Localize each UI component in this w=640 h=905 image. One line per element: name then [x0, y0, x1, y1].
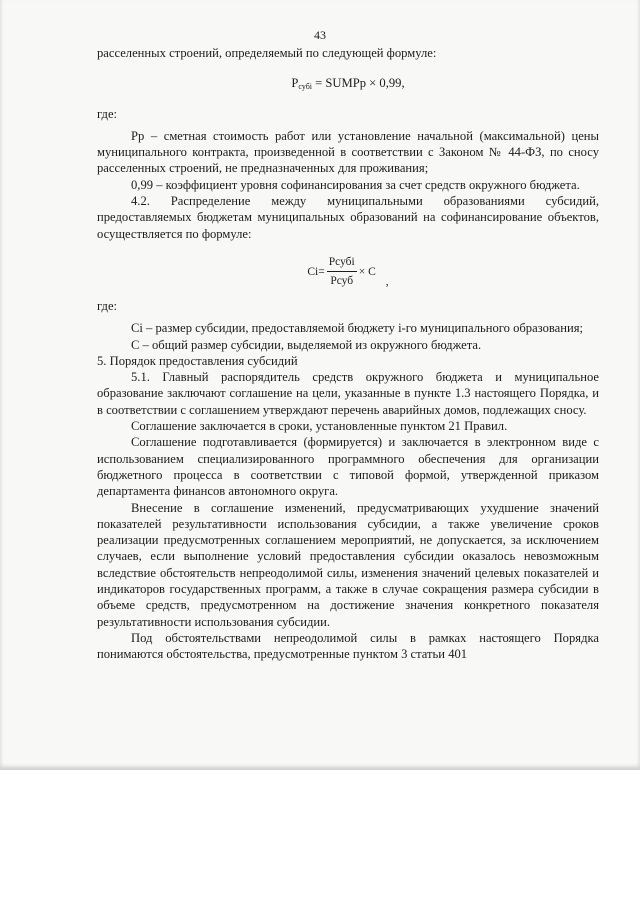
- paragraph-intro: расселенных строений, определяемый по следующей формуле:: [97, 46, 437, 60]
- paragraph-amendments: Внесение в соглашение изменений, предусматривающих ухудшение значений показателей результативности использования субсидии, а также увеличение сроков реализации предусмотренных соглашением мероприятий, не допускается, за исключением случаев, если выполнение условий предоставления субсидии оказалось невозможным вследствие обстоятельств непреодолимой силы, изменения значений целевых показателей и индикаторов государственных программ, а также в случае сокращения размера субсидии в объеме средств, предусмотренном на достижение значения конкретного показателя результативности использования субсидии.: [97, 500, 599, 629]
- paragraph-ci-definition: Ci – размер субсидии, предоставляемой бюджету i-го муниципального образования;: [131, 321, 584, 336]
- paragraph-c-definition: С – общий размер субсидии, выделяемой из окружного бюджета.: [131, 337, 482, 352]
- where-label-2: где:: [97, 298, 118, 313]
- formula-comma: ,: [385, 275, 389, 288]
- paragraph-coefficient: 0,99 – коэффициент уровня софинансирования за счет средств окружного бюджета.: [131, 177, 580, 192]
- formula-symbol: Р: [291, 76, 299, 91]
- formula-subscript: субі: [298, 82, 313, 92]
- formula-fraction: [327, 254, 357, 290]
- formula-right: × C: [358, 265, 376, 278]
- formula-left: Ci=: [307, 265, 325, 278]
- paragraph-pp-definition: Рр – сметная стоимость работ или установление начальной (максимальной) цены муниципального контракта, произведенной в соответствии с Законом № 44-ФЗ, по сносу расселенных строений, не предназначенных для проживания;: [97, 128, 599, 176]
- paragraph-agreement-electronic: Соглашение подготавливается (формируется) и заключается в электронном виде с использованием специализированного программного обеспечения для организации бюджетного процесса в соответствии с типовой формой, утвержденной приказом департамента финансов автономного округа.: [97, 435, 599, 499]
- section-title: 5. Порядок предоставления субсидий: [97, 353, 298, 368]
- formula-distribution: [97, 252, 599, 292]
- paragraph-5-1: 5.1. Главный распорядитель средств окружного бюджета и муниципальное образование заключают соглашение на цели, указанные в пункте 1.3 настоящего Порядка, и в соответствии с соглашением утверждают перечень аварийных домов, подлежащих сносу.: [97, 370, 599, 417]
- where-label-1: где:: [97, 106, 118, 121]
- formula-subsidy-amount: [97, 75, 599, 95]
- formula-denominator: Pсуб: [330, 275, 354, 288]
- paragraph-agreement-terms: Соглашение заключается в сроки, установленные пунктом 21 Правил.: [131, 419, 508, 434]
- paragraph-4-2: 4.2. Распределение между муниципальными образованиями субсидий, предоставляемых бюджетам муниципальных образований на софинансирование объектов, осуществляется по формуле:: [97, 194, 599, 241]
- paragraph-force-majeure: Под обстоятельствами непреодолимой силы в рамках настоящего Порядка понимаются обстоятельства, предусмотренные пунктом 3 статьи 401: [97, 630, 599, 662]
- formula-expression: = SUMPp × 0,99,: [312, 76, 405, 91]
- formula-numerator: Pсубi: [327, 254, 357, 272]
- page-number: 43: [314, 28, 326, 42]
- document-body: [97, 45, 599, 663]
